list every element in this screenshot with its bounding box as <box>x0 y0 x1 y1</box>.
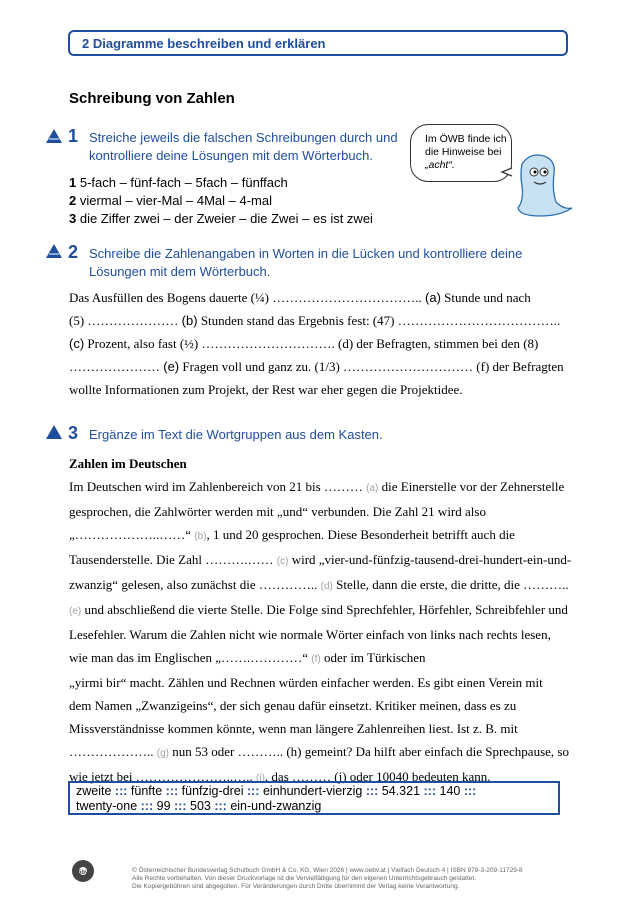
task-number: 3 <box>68 423 79 443</box>
task-number: 1 <box>68 126 79 146</box>
text-line: Lesefehler. Warum die Zahlen nicht wie normale Wörter einfach von links nach rechts lesen, <box>69 627 551 642</box>
word-box <box>68 781 560 815</box>
text-line: Das Ausfüllen des Bogens dauerte (¼) …………………………….. (a) Stunde und nach <box>69 290 531 305</box>
difficulty-icon <box>46 425 62 439</box>
mascot-icon <box>500 150 585 222</box>
text-line: wie man das im Englischen „…….…………“ (f) oder im Türkischen <box>69 650 426 665</box>
footer-copyright: © Österreichischer Bundesverlag Schulbuch GmbH & Co. KG, Wien 2026 | www.oebv.at | Vielfach Deutsch 4 | ISBN 978-3-209-11729-8 Alle Rechte vorbehalten. Von dieser Druckvorlage ist die Vervielfältigung für den eigenen Unterrichtsgebrauch gestattet. Die Kopiergebühren sind abgegolten. Für Veränderungen durch Dritte übernimmt der Verlag keine Verantwortung. <box>132 867 523 890</box>
task-instruction: Schreibe die Zahlenangaben in Worten in die Lücken und kontrolliere deine Lösungen mit dem Wörterbuch. <box>89 246 523 279</box>
chapter-title: 2 Diagramme beschreiben und erklären <box>82 36 326 51</box>
speech-bubble: Im ÖWB finde ich die Hinweise bei „acht“. <box>410 124 512 182</box>
text-line: zwanzig“ gelesen, also zunächst die ………….. (d) Stelle, dann die erste, die dritte, die ……….. <box>69 577 569 592</box>
task-instruction: Streiche jeweils die falschen Schreibungen durch und kontrolliere deine Lösungen mit dem Wörterbuch. <box>89 130 398 163</box>
text-line: Missverständnisse kommen könnte, wenn man längere Zahlenreihen liest. Ist z. B. mit <box>69 721 518 736</box>
publisher-logo-icon <box>70 858 100 884</box>
text-line: (c) Prozent, also fast (½) …………………………. (d) der Befragten, stimmen bei den (8) <box>69 336 539 351</box>
text-line: Tausenderstelle. Die Zahl ……….…… (c) wird „vier-und-fünfzig-tausend-drei-hundert-ein-und- <box>69 552 572 567</box>
text-line: ………………… (e) Fragen voll und ganz zu. (1/3) ………………………… (f) der Befragten <box>69 359 564 374</box>
list-item: 3 die Ziffer zwei – der Zweier – die Zwei – es ist zwei <box>69 211 373 226</box>
text-line: gesprochen, die Zahlwörter werden mit „und“ verbunden. Die Zahl 21 wird also <box>69 504 486 519</box>
text-heading: Zahlen im Deutschen <box>69 456 187 471</box>
task2-text <box>69 286 589 401</box>
task3-text <box>69 452 589 790</box>
task-instruction: Ergänze im Text die Wortgruppen aus dem Kasten. <box>89 427 383 442</box>
svg-text:öbv: öbv <box>77 870 89 876</box>
list-item: 1 5-fach – fünf-fach – 5fach – fünffach <box>69 175 288 190</box>
text-line: „………………..……“ (b), 1 und 20 gesprochen. Diese Besonderheit betrifft auch die <box>69 527 515 542</box>
task1-list <box>69 174 373 228</box>
difficulty-icon <box>46 244 62 258</box>
text-line: ……………….. (g) nun 53 oder ……….. (h) gemeint? Da hilft aber einfach die Sprechpause, so <box>69 744 569 759</box>
task-number: 2 <box>68 242 79 262</box>
list-item: 2 viermal – vier-Mal – 4Mal – 4-mal <box>69 193 273 208</box>
text-line: (e) und abschließend die vierte Stelle. Die Folge sind Sprechfehler, Hörfehler, Schreibfehler und <box>69 602 568 617</box>
text-line: Im Deutschen wird im Zahlenbereich von 21 bis ……… (a) die Einerstelle vor der Zehnerstelle <box>69 479 565 494</box>
text-line: wollte Informationen zum Projekt, der Rest war eher gegen die Projektidee. <box>69 382 463 397</box>
text-line: (5) ………………… (b) Stunden stand das Ergebnis fest: (47) ……………………………….. <box>69 313 561 328</box>
section-title: Schreibung von Zahlen <box>69 90 235 107</box>
word-row: zweite ::: fünfte ::: fünfzig-drei ::: einhundert-vierzig ::: 54.321 ::: 140 ::: <box>76 784 477 798</box>
word-row: twenty-one ::: 99 ::: 503 ::: ein-und-zwanzig <box>76 799 322 813</box>
difficulty-icon <box>46 129 62 143</box>
text-line: dem Namen „Zwanzigeins“, der sich genau dafür einsetzt. Kritiker meinen, dass es zu <box>69 698 517 713</box>
text-line: „yirmi bir“ macht. Zählen und Rechnen würden einfacher werden. Es gibt einen Verein mit <box>69 675 543 690</box>
text-line: wie jetzt bei …………………..….. (i), das ……… (j) oder 10040 bedeuten kann. <box>69 769 491 784</box>
chapter-header <box>68 30 568 56</box>
